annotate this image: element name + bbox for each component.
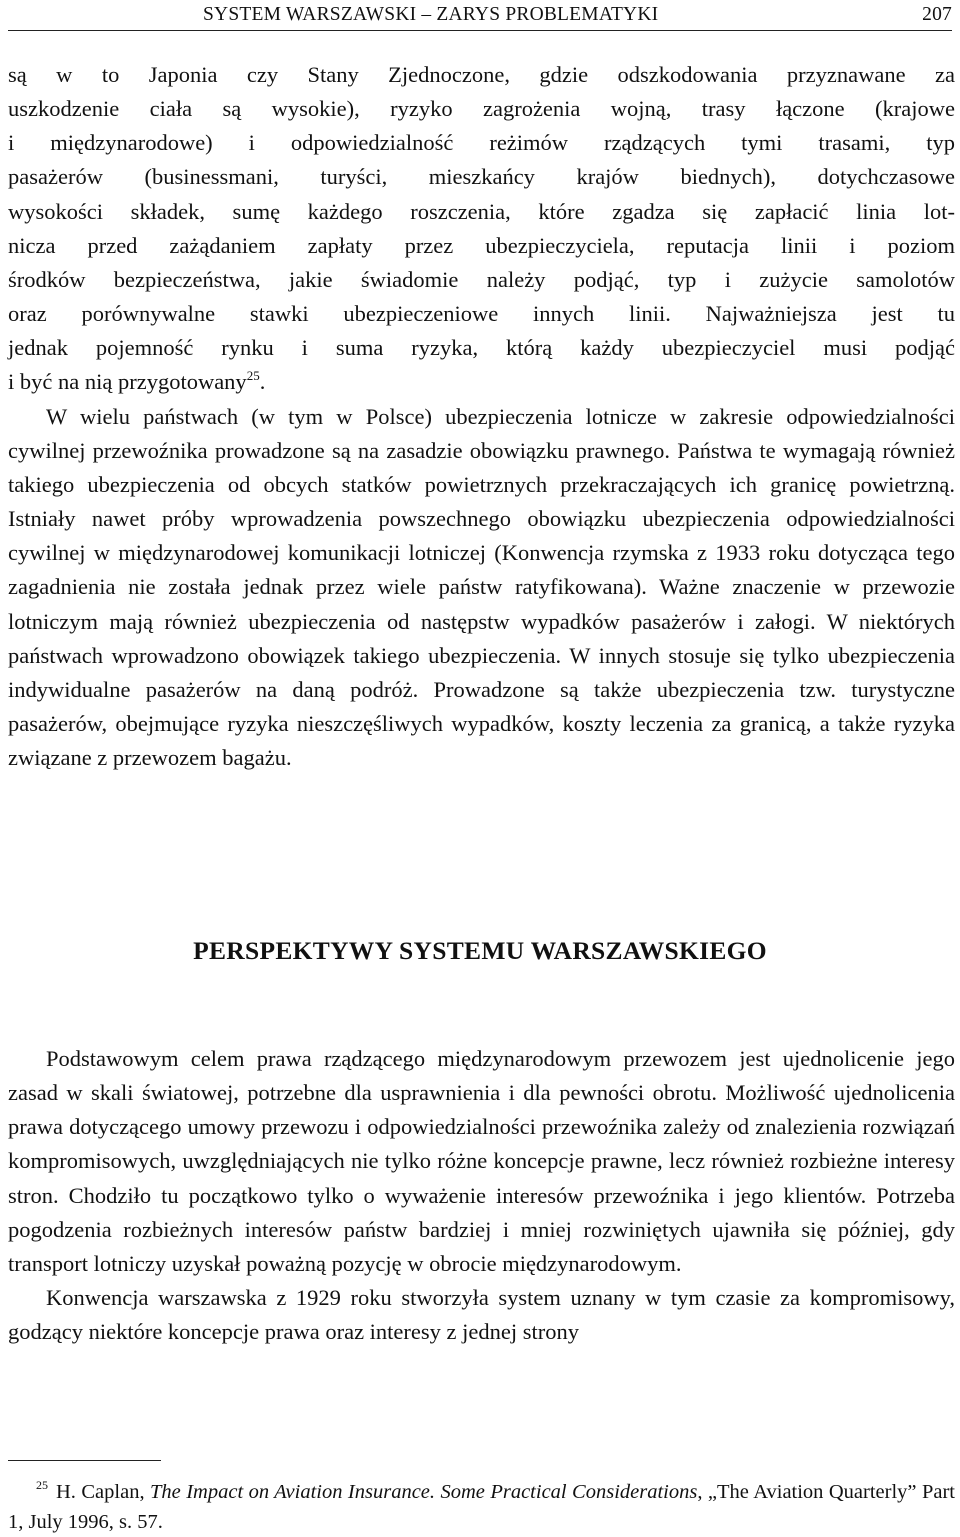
text-line: i międzynarodowe) i odpowiedzialność reżimów rządzących tymi trasami, typ (8, 130, 955, 156)
footnote-rest: , „The Aviation Quarterly” Part 1, July 1996, s. 57. (8, 1481, 955, 1533)
text-block-1 (8, 58, 955, 775)
footnote-number: 25 (36, 1478, 48, 1492)
text-block-2 (8, 1042, 955, 1349)
text-line-last (8, 365, 955, 399)
text-line: wysokości składek, sumę każdego roszczenia, które zgadza się zapłacić linia lot- (8, 198, 955, 224)
text-line: nicza przed zażądaniem zapłaty przez ubezpieczyciela, reputacja linii i poziom (8, 232, 955, 258)
paragraph: Konwencja warszawska z 1929 roku stworzyła system uznany w tym czasie za kompromisowy, godzący niektóre koncepcje prawa oraz interesy z jednej strony (8, 1285, 955, 1345)
paragraph: W wielu państwach (w tym w Polsce) ubezpieczenia lotnicze w zakresie odpowiedzialności cywilnej przewoźnika prowadzone są na zasadzie obowiązku prawnego. Państwa te wymagają również takiego ubezpieczenia od obcych statków powietrznych przekraczających ich granicę powietrzną. Istniały nawet próby wprowadzenia powszechnego obowiązku ubezpieczenia odpowiedzialności cywilnej w międzynarodowej komunikacji lotniczej (Konwencja rzymska z 1933 roku dotycząca tego zagadnienia nie została jednak przez wiele państw ratyfikowana). Ważne znaczenie w przewozie lotniczym mają również ubezpieczenia od następstw wypadków pasażerów i załogi. W niektórych państwach wprowadzono obowiązek takiego ubezpieczenia. W innych stosuje się tylko ubezpieczenia indywidualne pasażerów na daną podróż. Prowadzone są także ubezpieczenia tzw. turystyczne pasażerów, obejmujące ryzyka nieszczęśliwych wypadków, koszty leczenia za granicą, a także ryzyka związane z przewozem bagażu. (8, 403, 955, 771)
header-rule (8, 30, 952, 31)
footnote-reference: 25 (246, 368, 260, 384)
text-line: jednak pojemność rynku i suma ryzyka, którą każdy ubezpieczyciel musi podjąć (8, 335, 955, 361)
text-line: pasażerów (businessmani, turyści, mieszkańcy krajów biednych), dotychczasowe (8, 164, 955, 190)
footnote (8, 1477, 955, 1537)
footnote-author: H. Caplan, (56, 1481, 151, 1503)
section-heading: PERSPEKTYWY SYSTEMU WARSZAWSKIEGO (193, 936, 767, 965)
running-head (8, 0, 952, 26)
running-head-title: SYSTEM WARSZAWSKI – ZARYS PROBLEMATYKI (203, 4, 659, 25)
text-line: są w to Japonia czy Stany Zjednoczone, gdzie odszkodowania przyznawane za (8, 62, 955, 87)
text-fragment: i być na nią przygotowany (8, 369, 247, 395)
footnote-rule (8, 1460, 161, 1461)
text-line: środków bezpieczeństwa, jakie świadomie należy podjąć, typ i zużycie samolotów (8, 266, 955, 292)
text-fragment: . (259, 369, 266, 395)
page-number: 207 (922, 4, 952, 25)
paragraph-continued (8, 58, 955, 400)
footnote-work-title: The Impact on Aviation Insurance. Some Practical Considerations (150, 1481, 698, 1503)
text-line: uszkodzenie ciała są wysokie), ryzyko zagrożenia wojną, trasy łączone (krajowe (8, 96, 955, 122)
text-line: oraz porównywalne stawki ubezpieczeniowe innych linii. Najważniejsza jest tu (8, 301, 955, 327)
paragraph: Podstawowym celem prawa rządzącego międzynarodowym przewozem jest ujednolicenie jego zasad w skali światowej, potrzebne dla usprawnienia i dla pewności obrotu. Możliwość ujednolicenia prawa dotyczącego umowy przewozu i odpowiedzialności przewoźnika zależy od znalezienia rozwiązań kompromisowych, uwzględniających nie tylko różne koncepcje prawne, lecz również rozbieżne interesy stron. Chodziło tu początkowo tylko o wyważenie interesów przewoźnika i jego klientów. Potrzeba pogodzenia rozbieżnych interesów państw bardziej i mniej rozwiniętych ujawniła się później, gdy transport lotniczy uzyskał poważną pozycję w obrocie międzynarodowym. (8, 1046, 955, 1276)
